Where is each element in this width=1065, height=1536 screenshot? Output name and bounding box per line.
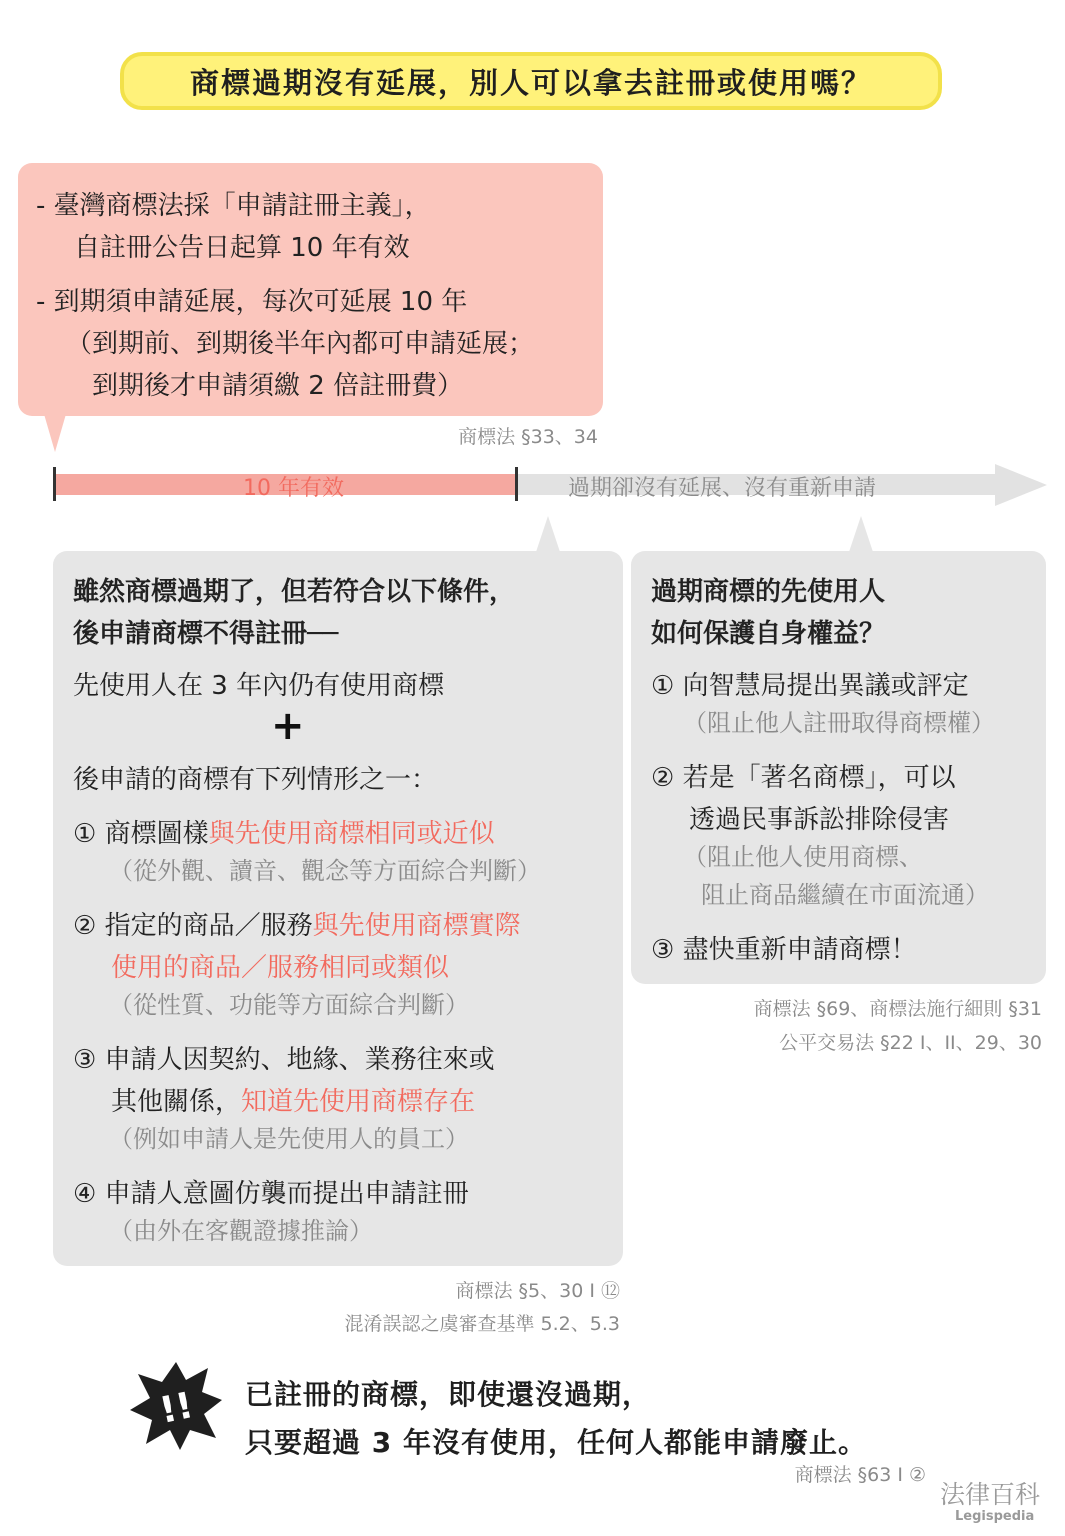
condition-item-4-note: （由外在客觀證據推論） bbox=[109, 1217, 373, 1245]
page-title: 商標過期沒有延展，別人可以拿去註冊或使用嗎？ bbox=[189, 65, 872, 100]
timeline-mid-tick bbox=[515, 467, 518, 501]
condition-item-3-cont: 其他關係，知道先使用商標存在 bbox=[111, 1087, 476, 1117]
condition-prior-use: 先使用人在 3 年內仍有使用商標 bbox=[73, 671, 445, 701]
timeline-arrow-icon bbox=[995, 464, 1047, 506]
conditions-citation-1: 商標法 §5、30 I ⑫ bbox=[455, 1280, 620, 1302]
condition-item-2: ② 指定的商品／服務與先使用商標實際 bbox=[73, 911, 521, 941]
timeline-start-tick bbox=[53, 467, 56, 501]
protection-heading-2: 如何保護自身權益？ bbox=[651, 619, 886, 649]
warning-line-1: 已註冊的商標，即使還沒過期， bbox=[245, 1378, 652, 1411]
conditions-heading-1: 雖然商標過期了，但若符合以下條件， bbox=[73, 577, 516, 607]
plus-icon: + bbox=[271, 703, 305, 749]
protection-heading-1: 過期商標的先使用人 bbox=[651, 577, 886, 607]
intro-box-tail bbox=[44, 414, 66, 452]
warning-line-2: 只要超過 3 年沒有使用，任何人都能申請廢止。 bbox=[245, 1426, 867, 1459]
warning-icon-text: !! bbox=[156, 1384, 197, 1432]
left-box-tail bbox=[536, 516, 560, 552]
protection-citation-2: 公平交易法 §22 I、II、29、30 bbox=[779, 1032, 1042, 1054]
protection-item-1: ① 向智慧局提出異議或評定 bbox=[651, 671, 969, 701]
protection-item-2: ② 若是「著名商標」，可以 bbox=[651, 763, 956, 793]
intro-line-5: 到期後才申請須繳 2 倍註冊費） bbox=[92, 371, 464, 401]
condition-item-3-note: （例如申請人是先使用人的員工） bbox=[109, 1125, 469, 1153]
timeline-expired-label: 過期卻沒有延展、沒有重新申請 bbox=[568, 476, 877, 501]
condition-item-3: ③ 申請人因契約、地緣、業務往來或 bbox=[73, 1045, 495, 1075]
brand-logo-subtitle: Legispedia bbox=[955, 1509, 1035, 1524]
intro-line-4: （到期前、到期後半年內都可申請延展； bbox=[66, 329, 535, 359]
intro-box bbox=[18, 163, 603, 416]
protection-item-2-note-1: （阻止他人使用商標、 bbox=[683, 843, 923, 871]
protection-item-1-note: （阻止他人註冊取得商標權） bbox=[683, 709, 995, 737]
conditions-box bbox=[53, 551, 623, 1266]
intro-line-2: 自註冊公告日起算 10 年有效 bbox=[74, 233, 410, 263]
title-banner bbox=[120, 52, 942, 110]
protection-box bbox=[631, 551, 1046, 984]
condition-item-1: ① 商標圖樣與先使用商標相同或近似 bbox=[73, 819, 495, 849]
protection-item-2-cont: 透過民事訴訟排除侵害 bbox=[689, 805, 950, 835]
right-box-tail bbox=[849, 516, 873, 552]
condition-item-1-note: （從外觀、讀音、觀念等方面綜合判斷） bbox=[109, 857, 541, 885]
conditions-citation-2: 混淆誤認之虞審查基準 5.2、5.3 bbox=[344, 1313, 620, 1335]
condition-later-application: 後申請的商標有下列情形之一： bbox=[73, 765, 438, 795]
protection-item-2-note-2: 阻止商品繼續在市面流通） bbox=[701, 881, 989, 909]
intro-line-1: - 臺灣商標法採「申請註冊主義」， bbox=[36, 191, 431, 221]
timeline-valid-label: 10 年有效 bbox=[243, 476, 344, 501]
intro-citation: 商標法 §33、34 bbox=[458, 426, 598, 448]
warning-citation: 商標法 §63 I ② bbox=[794, 1464, 926, 1486]
condition-item-2-note: （從性質、功能等方面綜合判斷） bbox=[109, 991, 469, 1019]
intro-line-3: - 到期須申請延展，每次可延展 10 年 bbox=[36, 287, 468, 317]
condition-item-4: ④ 申請人意圖仿襲而提出申請註冊 bbox=[73, 1179, 469, 1209]
conditions-heading-2: 後申請商標不得註冊── bbox=[73, 619, 339, 649]
protection-item-3: ③ 盡快重新申請商標！ bbox=[651, 935, 917, 965]
protection-citation-1: 商標法 §69、商標法施行細則 §31 bbox=[753, 998, 1042, 1020]
condition-item-2-cont: 使用的商品／服務相同或類似 bbox=[111, 953, 450, 983]
warning-burst-icon bbox=[130, 1360, 222, 1452]
brand-logo-text: 法律百科 bbox=[940, 1480, 1041, 1509]
